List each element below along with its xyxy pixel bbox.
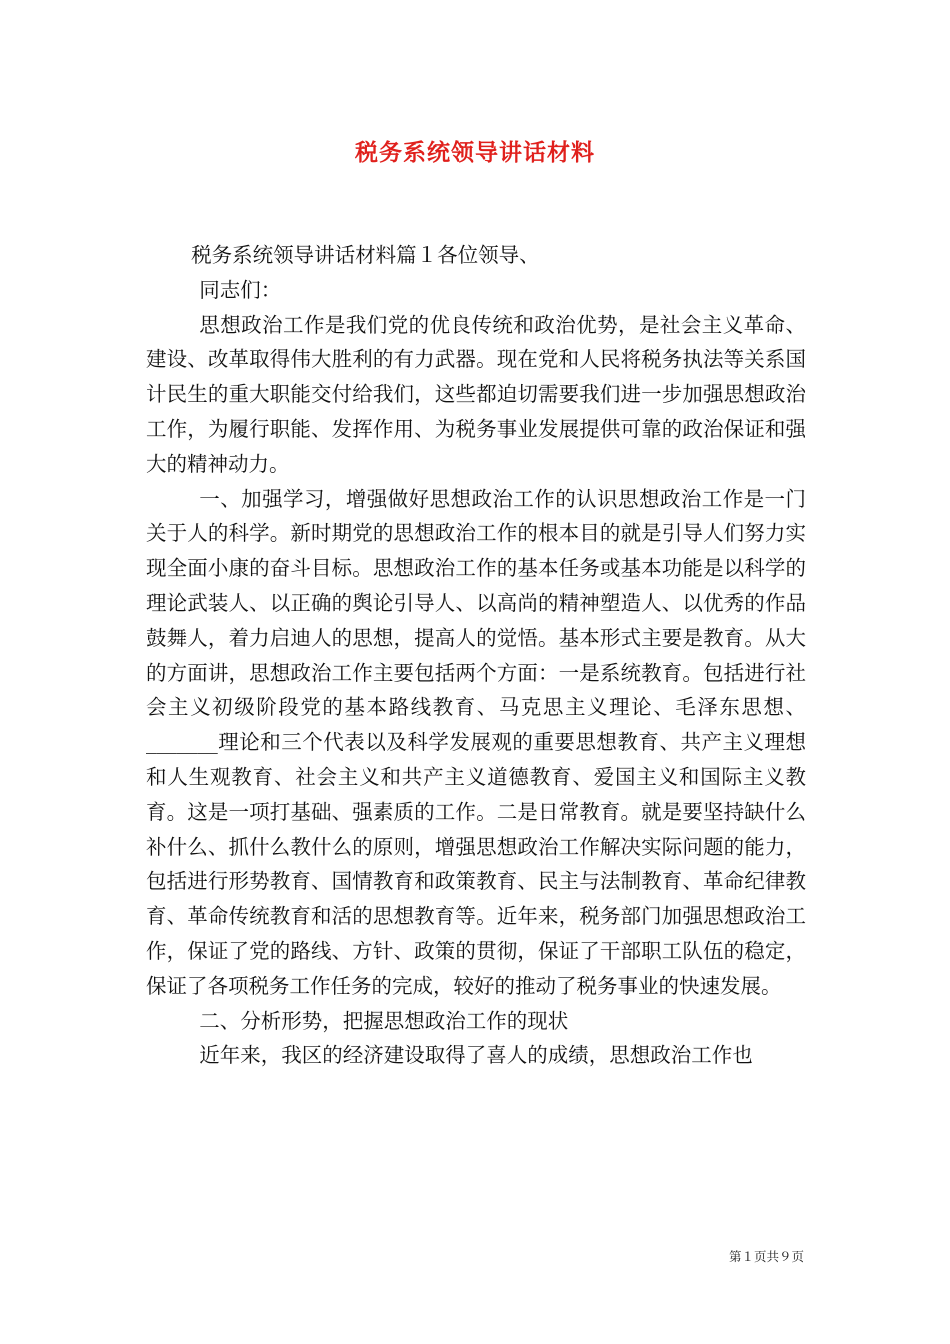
document-body [146,238,806,1073]
paragraph-section-two-heading: 二、分析形势，把握思想政治工作的现状 [199,1008,569,1033]
paragraph-section-one: 一、加强学习，增强做好思想政治工作的认识思想政治工作是一门关于人的科学。新时期党的思想政治工作的根本目的就是引导人们努力实现全面小康的奋斗目标。思想政治工作的基本任务或基本功能是以科学的理论武装人、以正确的舆论引导人、以高尚的精神塑造人、以优秀的作品鼓舞人，着力启迪人的思想，提高人的觉悟。基本形式主要是教育。从大的方面讲，思想政治工作主要包括两个方面：一是系统教育。包括进行社会主义初级阶段党的基本路线教育、马克思主义理论、毛泽东思想、_______理论和三个代表以及科学发展观的重要思想教育、共产主义理想和人生观教育、社会主义和共产主义道德教育、爱国主义和国际主义教育。这是一项打基础、强素质的工作。二是日常教育。就是要坚持缺什么补什么、抓什么教什么的原则，增强思想政治工作解决实际问题的能力，包括进行形势教育、国情教育和政策教育、民主与法制教育、革命纪律教育、革命传统教育和活的思想教育等。近年来，税务部门加强思想政治工作，保证了党的路线、方针、政策的贯彻，保证了干部职工队伍的稳定，保证了各项税务工作任务的完成，较好的推动了税务事业的快速发展。 [146,486,806,998]
page-number-footer: 第１页共９页 [728,1249,804,1264]
paragraph-salutation-2: 同志们： [199,277,282,302]
paragraph-intro: 思想政治工作是我们党的优良传统和政治优势，是社会主义革命、建设、改革取得伟大胜利的有力武器。现在党和人民将税务执法等关系国计民生的重大职能交付给我们，这些都迫切需要我们进一步加强思想政治工作，为履行职能、发挥作用、为税务事业发展提供可靠的政治保证和强大的精神动力。 [146,312,806,476]
paragraph-salutation-1: 税务系统领导讲话材料篇１各位领导、 [191,243,540,267]
paragraph-section-two-body: 近年来，我区的经济建设取得了喜人的成绩，思想政治工作也 [199,1043,753,1068]
document-title: 税务系统领导讲话材料 [355,139,595,166]
